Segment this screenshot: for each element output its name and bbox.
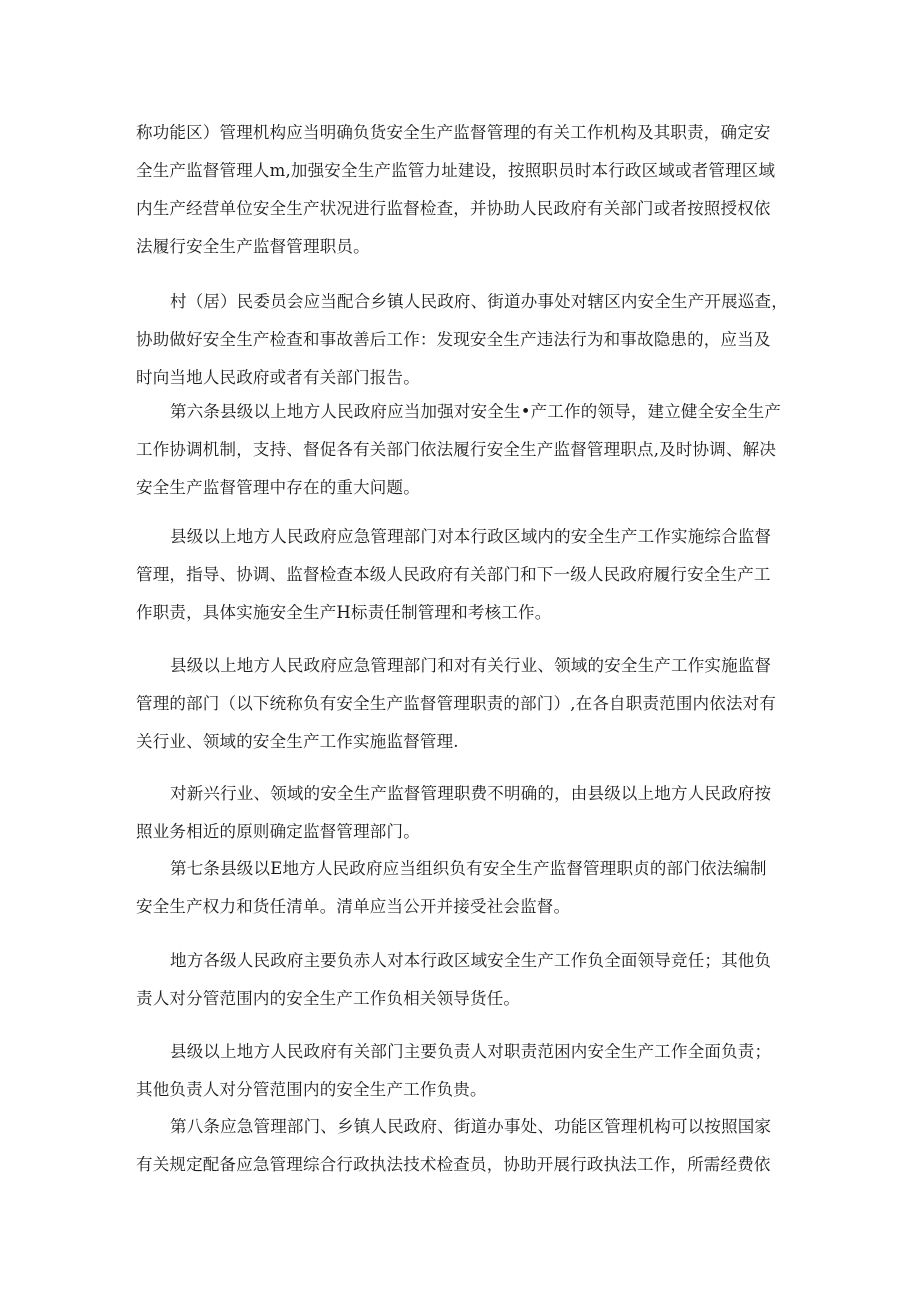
text-line: 责人对分管范围内的安全生产工作负相关领导货任。 xyxy=(136,989,521,1008)
text-line: 县级以上地方人民政府有关部门主要负责人对职责范困内安全生产工作全面负责； xyxy=(170,1042,772,1061)
paragraph-article-8 xyxy=(136,1108,796,1184)
text-line: 法履行安全生产监督管理职员。 xyxy=(136,237,370,256)
paragraph-emerging-industries xyxy=(136,775,796,851)
text-line: 其他负责人对分管范围内的安全生产工作负贵。 xyxy=(136,1080,487,1099)
text-line: 县级以上地方人民政府应急管理部门和对有关行业、领域的安全生产工作实施监督 xyxy=(170,656,772,675)
paragraph-government-leaders xyxy=(136,942,796,1018)
text-line: 第七条县级以E地方人民政府应当组织负有安全生产监督管理职贞的部门依法编制 xyxy=(170,859,767,878)
text-line: 第八条应急管理部门、乡镇人民政府、街道办事处、功能区管理机构可以按照国家 xyxy=(170,1117,772,1136)
paragraph-article-7 xyxy=(136,850,796,926)
text-line: 时向当地人民政府或者有关部门报告。 xyxy=(136,368,420,387)
paragraph-industry-supervision xyxy=(136,647,796,761)
text-line: 称功能区）管理机构应当明确负货安全生产监督管理的有关工作机构及其职责，确定安 xyxy=(136,123,771,142)
paragraph-department-heads xyxy=(136,1033,796,1109)
paragraph-functional-zone-duties xyxy=(136,114,796,266)
text-line: 关行业、领域的安全生产工作实施监督管理. xyxy=(136,732,459,751)
text-line: 县级以上地方人民政府应急管理部门对本行政区域内的安全生产工作实施综合监督 xyxy=(170,527,772,546)
text-line: 有关规定配备应急管理综合行政执法技术检查员，协助开展行政执法工作，所需经费依 xyxy=(136,1155,771,1174)
text-line: 管理的部门（以下统称负有安全生产监督管理职责的部门）,在各自职责范围内依法对有 xyxy=(136,694,777,713)
text-line: 安全生产监督管理中存在的重大问题。 xyxy=(136,478,420,497)
text-line: 协助做好安全生产检查和事故善后工作：发现安全生产违法行为和事故隐患的，应当及 xyxy=(136,330,771,349)
text-line: 作职责，具体实施安全生产H标责任制管理和考核工作。 xyxy=(136,603,552,622)
text-line: 第六条县级以上地方人民政府应当加强对安全生•产工作的领导，建立健全安全生产 xyxy=(170,402,782,421)
text-line: 内生产经营单位安全生产状况进行监督检查，并协助人民政府有关部门或者按照授权依 xyxy=(136,199,771,218)
paragraph-emergency-dept-supervision xyxy=(136,518,796,632)
text-line: 全生产监督管理人m,加强安全生产监管力址建设，按照职员时本行政区域或者管理区域 xyxy=(136,161,776,180)
text-line: 对新兴行业、领域的安全生产监督管理职费不明确的，由县级以上地方人民政府按 xyxy=(170,784,772,803)
text-line: 管理，指导、协调、监督检查本级人民政府有关部门和下一级人民政府履行安全生产工 xyxy=(136,565,771,584)
paragraph-village-committee xyxy=(136,283,796,397)
text-line: 安全生产权力和货任清单。清单应当公开并接受社会监督。 xyxy=(136,897,571,916)
text-line: 照业务相近的原则确定监督管理部门。 xyxy=(136,822,420,841)
paragraph-article-6 xyxy=(136,393,796,507)
text-line: 村（居）民委员会应当配合乡镇人民政府、街道办事处对辖区内安全生产开展巡查， xyxy=(170,292,788,311)
text-line: 地方各级人民政府主要负赤人对本行政区域安全生产工作负全面领导竞任；其他负 xyxy=(170,951,772,970)
text-line: 工作协调机制，支持、督促各有关部门依法履行安全生产监督管理职点,及时协调、解决 xyxy=(136,440,777,459)
